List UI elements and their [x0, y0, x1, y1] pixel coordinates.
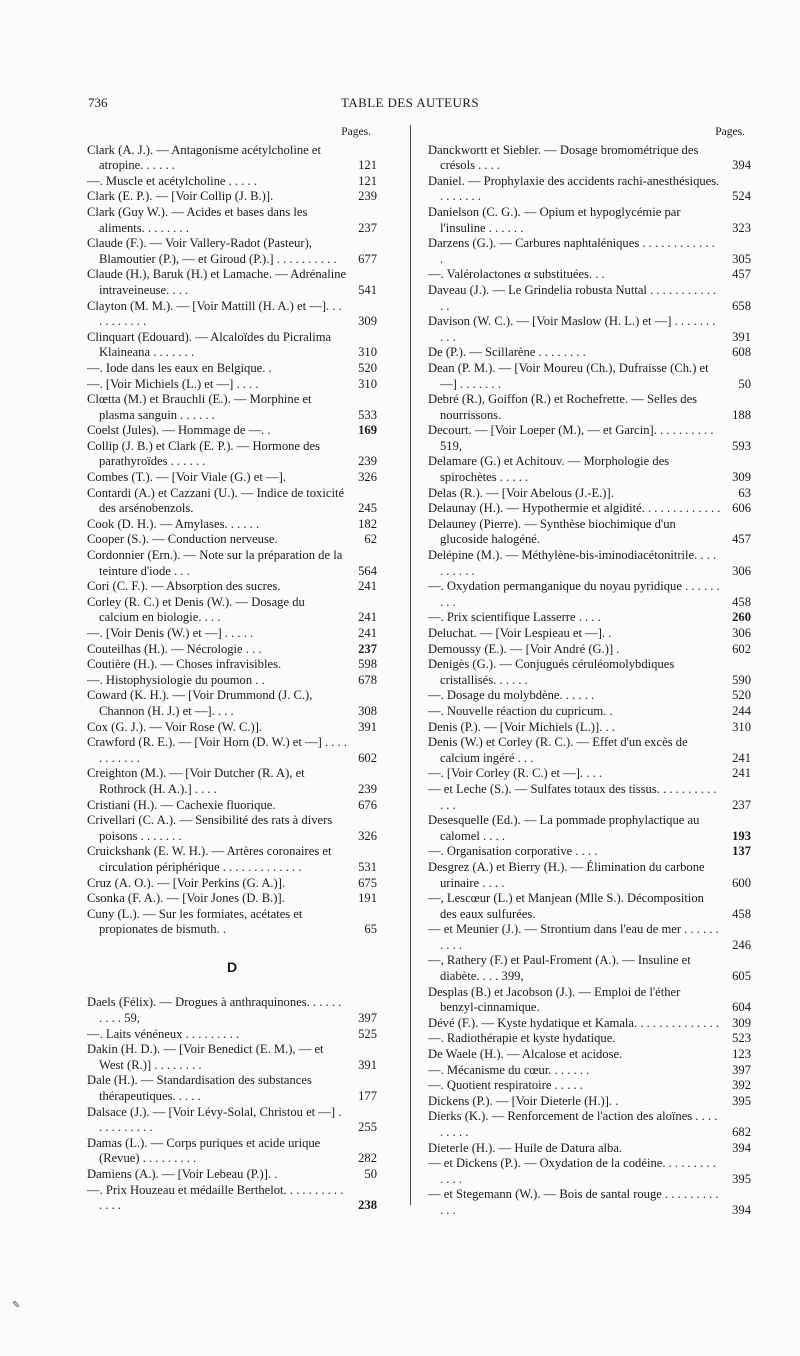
entry-text: Debré (R.), Goiffon (R.) et Rochefrette. — Selles des nourrissons. — [428, 392, 698, 422]
index-entry — [87, 876, 377, 892]
entry-text: Couteilhas (H.). — Nécrologie . . . — [87, 641, 262, 656]
entry-text: Davison (W. C.). — [Voir Maslow (H. L.) et —] . . . . . . . . . . — [428, 314, 716, 344]
index-entry — [87, 423, 377, 439]
entry-page-number: 394 — [732, 1202, 751, 1217]
entry-text: Daniel. — Prophylaxie des accidents rachi-anesthésiques. . . . . . . . — [428, 173, 720, 204]
entry-text: —. Mécanisme du cœur. . . . . . . — [428, 1062, 590, 1077]
entry-page-number: 238 — [358, 1198, 377, 1213]
entry-page-number: 392 — [732, 1078, 751, 1093]
entry-text: Cox (G. J.). — Voir Rose (W. C.)]. — [87, 719, 263, 734]
entry-text: Contardi (A.) et Cazzani (U.). — Indice de toxicité des arsénobenzols. — [87, 485, 345, 516]
entry-list — [87, 143, 377, 938]
entry-text: Damas (L.). — Corps puriques et acide urique (Revue) . . . . . . . . . — [87, 1135, 321, 1166]
pages-label: Pages. — [715, 126, 745, 138]
entry-page-number: 241 — [358, 626, 377, 640]
entry-text: Decourt. — [Voir Loeper (M.), — et Garcin]. . . . . . . . . . 519, — [428, 423, 714, 453]
entry-text: —. Dosage du molybdène. . . . . . — [428, 688, 595, 703]
index-entry — [87, 392, 377, 423]
entry-page-number: 241 — [358, 579, 377, 594]
index-entry — [428, 1187, 751, 1218]
entry-page-number: 308 — [358, 703, 377, 718]
entry-text: Combes (T.). — [Voir Viale (G.) et —]. — [87, 470, 286, 485]
entry-text: Denis (W.) et Corley (R. C.). — Effet d'un excès de calcium ingéré . . . — [428, 735, 688, 765]
entry-text: Delépine (M.). — Méthylène-bis-iminodiacétonitrile. . . . . . . . . . — [428, 548, 717, 578]
index-entry — [87, 1027, 377, 1043]
entry-page-number: 391 — [358, 1057, 377, 1072]
index-entry — [428, 844, 751, 860]
left-column — [87, 125, 377, 1214]
index-entry — [87, 907, 377, 938]
entry-list — [87, 995, 377, 1213]
pages-label: Pages. — [341, 126, 371, 138]
column-divider — [410, 125, 411, 1205]
entry-page-number: 457 — [732, 532, 751, 547]
index-entry — [428, 1078, 751, 1094]
entry-text: Demoussy (E.). — [Voir André (G.)] . — [428, 641, 620, 656]
entry-text: Damiens (A.). — [Voir Lebeau (P.)]. . — [87, 1167, 278, 1181]
entry-text: Cooper (S.). — Conduction nerveuse. — [87, 532, 278, 547]
entry-text: Delauney (Pierre). — Synthèse biochimique d'un glucoside halogéné. — [428, 516, 676, 547]
index-entry — [87, 548, 377, 579]
entry-text: Dierks (K.). — Renforcement de l'action des aloïnes . . . . . . . . . — [428, 1109, 718, 1139]
entry-page-number: 237 — [732, 797, 751, 812]
entry-text: Daveau (J.). — Le Grindelia robusta Nuttal . . . . . . . . . . . . . — [428, 282, 717, 313]
entry-page-number: 326 — [358, 470, 377, 485]
index-entry — [428, 735, 751, 766]
entry-page-number: 323 — [732, 220, 751, 235]
entry-text: Clinquart (Edouard). — Alcaloïdes du Picralima Klaineana . . . . . . . — [87, 329, 332, 360]
index-entry — [428, 314, 751, 345]
index-entry — [87, 330, 377, 361]
index-entry — [87, 891, 377, 907]
entry-page-number: 326 — [358, 828, 377, 843]
entry-page-number: 305 — [732, 251, 751, 266]
entry-text: Cook (D. H.). — Amylases. . . . . . — [87, 516, 260, 531]
entry-text: Dale (H.). — Standardisation des substances thérapeutiques. . . . . — [87, 1073, 312, 1104]
entry-text: —, Lescœur (L.) et Manjean (Mlle S.). Décomposition des eaux sulfurées. — [428, 891, 704, 921]
entry-page-number: 241 — [732, 766, 751, 781]
index-entry — [428, 922, 751, 953]
entry-page-number: 239 — [358, 189, 377, 204]
index-entry — [87, 267, 377, 298]
entry-page-number: 458 — [732, 594, 751, 609]
entry-text: Creighton (M.). — [Voir Dutcher (R. A), et Rothrock (H. A.).] . . . . — [87, 766, 305, 796]
entry-list — [428, 143, 751, 1219]
index-entry — [428, 423, 751, 454]
entry-page-number: 62 — [364, 532, 377, 547]
entry-text: Deluchat. — [Voir Lespieau et —]. . — [428, 626, 612, 640]
entry-page-number: 188 — [732, 407, 751, 422]
entry-text: Clark (E. P.). — [Voir Collip (J. B.)]. — [87, 189, 274, 204]
index-entry — [87, 1167, 377, 1183]
index-entry — [87, 1042, 377, 1073]
entry-text: —. Oxydation permanganique du noyau pyridique . . . . . . . . . — [428, 579, 720, 609]
entry-page-number: 310 — [358, 376, 377, 391]
entry-page-number: 169 — [358, 423, 377, 438]
entry-text: Cuny (L.). — Sur les formiates, acétates et propionates de bismuth. . — [87, 906, 303, 937]
entry-text: Desgrez (A.) et Bierry (H.). — Élimination du carbone urinaire . . . . — [428, 859, 705, 890]
index-entry — [428, 267, 751, 283]
entry-text: De (P.). — Scillarène . . . . . . . . — [428, 345, 586, 360]
index-entry — [428, 283, 751, 314]
entry-page-number: 310 — [732, 719, 751, 734]
entry-text: —. Organisation corporative . . . . — [428, 844, 598, 859]
index-entry — [87, 143, 377, 174]
entry-page-number: 682 — [732, 1125, 751, 1139]
entry-page-number: 606 — [732, 501, 751, 516]
index-entry — [87, 626, 377, 642]
entry-page-number: 121 — [358, 158, 377, 173]
entry-page-number: 397 — [358, 1011, 377, 1026]
entry-page-number: 590 — [732, 672, 751, 687]
entry-page-number: 246 — [732, 937, 751, 952]
right-column — [428, 125, 751, 1219]
entry-page-number: 50 — [364, 1167, 377, 1181]
entry-page-number: 533 — [358, 407, 377, 422]
entry-text: —. Quotient respiratoire . . . . . — [428, 1078, 583, 1093]
entry-text: Cori (C. F.). — Absorption des sucres. — [87, 579, 281, 594]
index-entry — [428, 688, 751, 704]
entry-page-number: 237 — [358, 220, 377, 235]
entry-page-number: 282 — [358, 1151, 377, 1166]
entry-text: Desesquelle (Ed.). — La pommade prophylactique au calomel . . . . — [428, 813, 700, 843]
entry-text: Dickens (P.). — [Voir Dieterle (H.)]. . — [428, 1093, 619, 1108]
entry-page-number: 255 — [358, 1120, 377, 1135]
index-entry — [428, 1094, 751, 1110]
entry-page-number: 50 — [738, 376, 751, 391]
entry-page-number: 524 — [732, 189, 751, 204]
entry-text: Daels (Félix). — Drogues à anthraquinones. . . . . . . . . . 59, — [87, 995, 342, 1026]
entry-page-number: 306 — [732, 563, 751, 578]
entry-page-number: 182 — [358, 516, 377, 531]
index-entry — [428, 174, 751, 205]
index-entry — [428, 579, 751, 610]
index-entry — [87, 236, 377, 267]
index-entry — [428, 486, 751, 502]
entry-text: Denigès (G.). — Conjugués céruléomolybdiques cristallisés. . . . . . — [428, 657, 675, 687]
entry-page-number: 309 — [732, 470, 751, 485]
entry-page-number: 602 — [732, 641, 751, 656]
index-entry — [87, 595, 377, 626]
index-entry — [428, 1141, 751, 1157]
entry-page-number: 458 — [732, 906, 751, 921]
entry-text: Clœtta (M.) et Brauchli (E.). — Morphine et plasma sanguin . . . . . . — [87, 392, 312, 422]
index-entry — [87, 486, 377, 517]
index-entry — [87, 517, 377, 533]
index-entry — [428, 345, 751, 361]
entry-page-number: 391 — [358, 719, 377, 734]
index-entry — [87, 844, 377, 875]
index-entry — [428, 454, 751, 485]
index-entry — [428, 891, 751, 922]
index-entry — [428, 392, 751, 423]
running-title: TABLE DES AUTEURS — [341, 95, 479, 110]
index-entry — [428, 361, 751, 392]
entry-page-number: 658 — [732, 298, 751, 313]
section-letter: D — [226, 958, 238, 975]
index-entry — [428, 953, 751, 984]
index-entry — [428, 610, 751, 626]
index-entry — [428, 626, 751, 642]
entry-text: —. [Voir Michiels (L.) et —] . . . . — [87, 376, 259, 391]
entry-text: —. [Voir Denis (W.) et —] . . . . . — [87, 626, 254, 640]
entry-text: Dakin (H. D.). — [Voir Benedict (E. M.), — et West (R.)] . . . . . . . . — [87, 1042, 324, 1072]
entry-text: —. Nouvelle réaction du cupricum. . — [428, 703, 613, 718]
index-entry — [428, 1047, 751, 1063]
entry-text: —. Prix Houzeau et médaille Berthelot. . . . . . . . . . . . . . — [87, 1182, 344, 1213]
entry-text: Crawford (R. E.). — [Voir Horn (D. W.) et —] . . . . . . . . . . . — [87, 735, 347, 765]
index-entry — [428, 766, 751, 782]
entry-page-number: 137 — [732, 844, 751, 859]
entry-page-number: 457 — [732, 267, 751, 282]
entry-text: —. Laits vénéneux . . . . . . . . . — [87, 1026, 240, 1041]
entry-text: —. Histophysiologie du poumon . . — [87, 672, 265, 687]
page-number: 736 — [88, 95, 108, 110]
index-entry — [87, 377, 377, 393]
entry-text: Delas (R.). — [Voir Abelous (J.-E.)]. — [428, 485, 614, 500]
entry-text: De Waele (H.). — Alcalose et acidose. — [428, 1047, 623, 1062]
entry-page-number: 598 — [358, 657, 377, 672]
entry-page-number: 237 — [358, 641, 377, 656]
entry-page-number: 123 — [732, 1047, 751, 1062]
index-entry — [87, 299, 377, 330]
entry-page-number: 397 — [732, 1062, 751, 1077]
index-entry — [87, 720, 377, 736]
index-entry — [428, 236, 751, 267]
entry-text: Dalsace (J.). — [Voir Lévy-Solal, Christou et —] . . . . . . . . . . — [87, 1104, 342, 1135]
entry-text: Coward (K. H.). — [Voir Drummond (J. C.), Channon (H. J.) et —]. . . . — [87, 688, 313, 718]
entry-text: Cruickshank (E. W. H.). — Artères coronaires et circulation périphérique . . . . . . . . . . . . . — [87, 844, 332, 874]
entry-text: Danckwortt et Siebler. — Dosage bromométrique des crésols . . . . — [428, 142, 699, 173]
index-entry — [87, 657, 377, 673]
entry-page-number: 309 — [732, 1015, 751, 1030]
index-entry — [428, 517, 751, 548]
index-entry — [87, 735, 377, 766]
entry-text: Clayton (M. M.). — [Voir Mattill (H. A.) et —]. . . . . . . . . . . — [87, 298, 342, 329]
entry-text: Coelst (Jules). — Hommage de —. . — [87, 423, 271, 438]
entry-text: Delamare (G.) et Achitouv. — Morphologie des spirochètes . . . . . — [428, 454, 670, 485]
index-entry — [87, 813, 377, 844]
entry-text: Dean (P. M.). — [Voir Moureu (Ch.), Dufraisse (Ch.) et —] . . . . . . . — [428, 360, 709, 391]
entry-page-number: 525 — [358, 1026, 377, 1041]
entry-page-number: 541 — [358, 282, 377, 297]
index-entry — [428, 704, 751, 720]
entry-text: Clark (Guy W.). — Acides et bases dans les aliments. . . . . . . . — [87, 204, 308, 235]
entry-text: —, Rathery (F.) et Paul-Froment (A.). — Insuline et diabète. . . . 399, — [428, 953, 691, 984]
index-entry — [428, 548, 751, 579]
index-entry — [87, 174, 377, 190]
entry-page-number: 608 — [732, 345, 751, 360]
index-entry — [87, 673, 377, 689]
entry-page-number: 239 — [358, 781, 377, 796]
index-entry — [87, 766, 377, 797]
index-entry — [428, 1016, 751, 1032]
index-entry — [87, 642, 377, 658]
index-entry — [87, 1105, 377, 1136]
index-entry — [87, 439, 377, 470]
index-entry — [428, 1031, 751, 1047]
entry-page-number: 177 — [358, 1089, 377, 1104]
entry-text: —. Radiothérapie et kyste hydatique. — [428, 1031, 616, 1046]
entry-page-number: 394 — [732, 1140, 751, 1155]
entry-text: Cristiani (H.). — Cachexie fluorique. — [87, 797, 276, 812]
entry-text: Csonka (F. A.). — [Voir Jones (D. B.)]. — [87, 891, 285, 906]
index-entry — [87, 1073, 377, 1104]
entry-page-number: 63 — [738, 485, 751, 500]
entry-page-number: 193 — [732, 828, 751, 843]
entry-page-number: 520 — [732, 688, 751, 703]
entry-page-number: 309 — [358, 314, 377, 329]
entry-text: Claude (F.). — Voir Vallery-Radot (Pasteur), Blamoutier (P.), — et Giroud (P.).] . . . . . . . . . . — [87, 236, 337, 266]
entry-text: —. [Voir Corley (R. C.) et —]. . . . — [428, 766, 602, 781]
entry-page-number: 605 — [732, 969, 751, 984]
entry-text: Dieterle (H.). — Huile de Datura alba. — [428, 1140, 623, 1155]
entry-page-number: 675 — [358, 875, 377, 890]
entry-text: Desplas (B.) et Jacobson (J.). — Emploi de l'éther benzyl-cinnamique. — [428, 984, 681, 1015]
entry-page-number: 310 — [358, 345, 377, 360]
entry-page-number: 523 — [732, 1031, 751, 1046]
index-entry — [428, 813, 751, 844]
entry-page-number: 564 — [358, 563, 377, 578]
index-entry — [87, 1183, 377, 1214]
entry-text: Cordonnier (Ern.). — Note sur la préparation de la teinture d'iode . . . — [87, 548, 343, 578]
entry-page-number: 676 — [358, 797, 377, 812]
index-entry — [428, 657, 751, 688]
entry-page-number: 391 — [732, 329, 751, 344]
entry-text: —. Iode dans les eaux en Belgique. . — [87, 360, 272, 375]
index-entry — [428, 1063, 751, 1079]
entry-page-number: 241 — [358, 610, 377, 625]
entry-text: — et Meunier (J.). — Strontium dans l'eau de mer . . . . . . . . . . — [428, 922, 719, 952]
entry-text: — et Stegemann (W.). — Bois de santal rouge . . . . . . . . . . . . — [428, 1187, 719, 1217]
entry-page-number: 245 — [358, 501, 377, 516]
index-entry — [428, 860, 751, 891]
entry-page-number: 395 — [732, 1093, 751, 1108]
entry-text: Claude (H.), Baruk (H.) et Lamache. — Adrénaline intraveineuse. . . . — [87, 267, 347, 297]
entry-text: Danielson (C. G.). — Opium et hypoglycémie par l'insuline . . . . . . — [428, 204, 681, 235]
entry-page-number: 191 — [358, 891, 377, 906]
index-entry — [428, 1109, 751, 1140]
index-entry — [87, 579, 377, 595]
entry-page-number: 239 — [358, 454, 377, 469]
index-entry — [87, 470, 377, 486]
entry-page-number: 677 — [358, 251, 377, 266]
entry-text: — et Leche (S.). — Sulfates totaux des tissus. . . . . . . . . . . . . — [428, 781, 717, 812]
index-entry — [87, 688, 377, 719]
entry-text: Collip (J. B.) et Clark (E. P.). — Hormone des parathyroïdes . . . . . . — [87, 438, 320, 469]
index-entry — [87, 798, 377, 814]
entry-text: Delaunay (H.). — Hypothermie et algidité. . . . . . . . . . . . . — [428, 501, 721, 516]
margin-mark: ✎ — [12, 1300, 21, 1311]
entry-page-number: 520 — [358, 360, 377, 375]
entry-text: —. Muscle et acétylcholine . . . . . — [87, 173, 257, 188]
index-entry — [428, 642, 751, 658]
entry-text: Cruz (A. O.). — [Voir Perkins (G. A.)]. — [87, 875, 286, 890]
index-entry — [428, 205, 751, 236]
entry-page-number: 602 — [358, 750, 377, 765]
entry-page-number: 244 — [732, 703, 751, 718]
entry-text: Clark (A. J.). — Antagonisme acétylcholine et atropine. . . . . . — [87, 142, 321, 173]
entry-text: —. Valérolactones α substituées. . . — [428, 267, 605, 282]
entry-page-number: 65 — [364, 922, 377, 937]
index-entry — [87, 361, 377, 377]
index-entry — [428, 1156, 751, 1187]
entry-page-number: 531 — [358, 859, 377, 874]
index-entry — [428, 501, 751, 517]
page-header — [80, 95, 740, 115]
entry-page-number: 593 — [732, 438, 751, 453]
entry-text: — et Dickens (P.). — Oxydation de la codéine. . . . . . . . . . . . . — [428, 1156, 716, 1186]
entry-page-number: 121 — [358, 173, 377, 188]
index-entry — [87, 1136, 377, 1167]
index-entry — [428, 720, 751, 736]
index-entry — [87, 189, 377, 205]
index-entry — [87, 205, 377, 236]
index-entry — [87, 995, 377, 1026]
entry-page-number: 604 — [732, 1000, 751, 1015]
index-entry — [87, 532, 377, 548]
entry-text: Darzens (G.). — Carbures naphtaléniques . . . . . . . . . . . . . — [428, 236, 715, 266]
entry-page-number: 395 — [732, 1171, 751, 1186]
entry-text: —. Prix scientifique Lasserre . . . . — [428, 610, 601, 625]
entry-text: Coutière (H.). — Choses infravisibles. — [87, 657, 282, 672]
entry-page-number: 678 — [358, 672, 377, 687]
entry-text: Crivellari (C. A.). — Sensibilité des rats à divers poisons . . . . . . . — [87, 813, 333, 843]
index-entry — [428, 782, 751, 813]
entry-page-number: 260 — [732, 610, 751, 625]
entry-text: Corley (R. C.) et Denis (W.). — Dosage du calcium en biologie. . . . — [87, 594, 305, 625]
index-entry — [428, 985, 751, 1016]
entry-page-number: 394 — [732, 158, 751, 173]
index-entry — [428, 143, 751, 174]
entry-page-number: 241 — [732, 750, 751, 765]
entry-page-number: 306 — [732, 626, 751, 640]
entry-text: Denis (P.). — [Voir Michiels (L.)]. . . — [428, 719, 615, 734]
entry-text: Dévé (F.). — Kyste hydatique et Kamala. . . . . . . . . . . . . . — [428, 1015, 720, 1030]
entry-page-number: 600 — [732, 875, 751, 890]
